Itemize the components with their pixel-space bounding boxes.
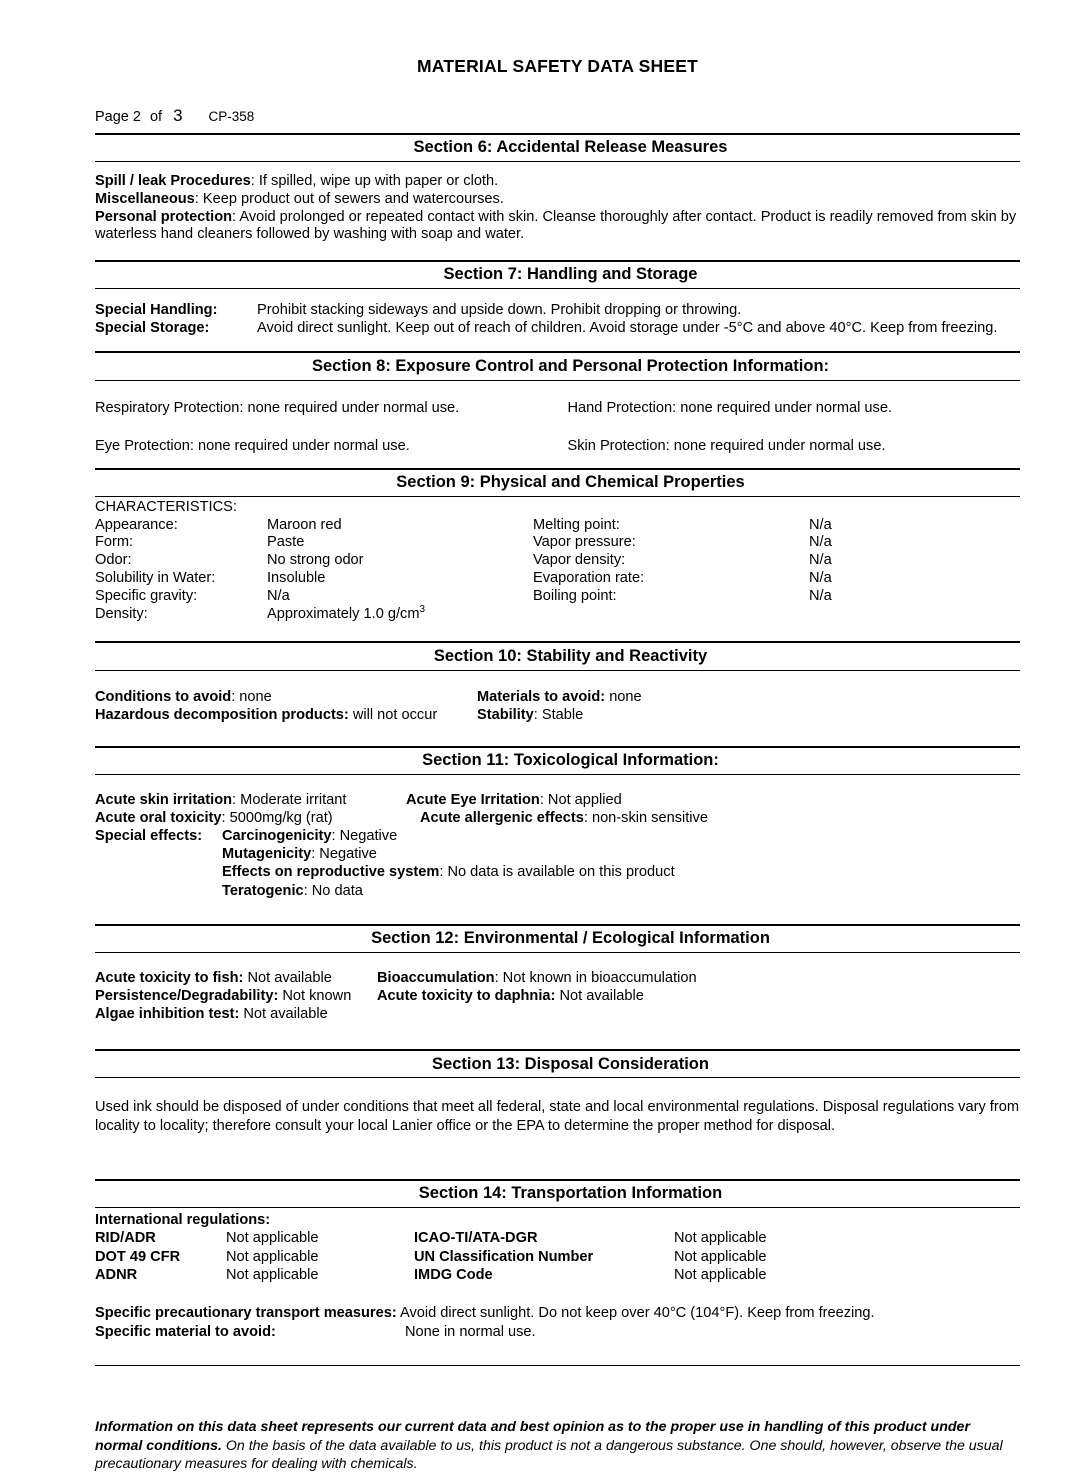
skin-eye-irritation-row [95, 791, 1020, 809]
form-label: Form: [95, 534, 134, 551]
reproductive-effects-row [95, 863, 1020, 881]
section-7-header [95, 260, 1020, 289]
protection-row-2 [95, 438, 1020, 454]
material-to-avoid-row [95, 1323, 1020, 1341]
teratogenic-row [95, 882, 1020, 900]
materials-to-avoid-value: none [605, 688, 642, 705]
table-row [95, 1248, 1020, 1266]
stability [477, 706, 1020, 724]
persistence-degradability [95, 987, 377, 1005]
respiratory-protection: Respiratory Protection: none required under normal use. [95, 399, 460, 416]
eye-protection: Eye Protection: none required under normal use. [95, 437, 410, 454]
imdg-code-label: IMDG Code [414, 1266, 493, 1283]
acute-toxicity-fish-label: Acute toxicity to fish: [95, 969, 244, 986]
special-effects-row [95, 827, 1020, 845]
table-row [95, 534, 1020, 552]
disclaimer-text [95, 1418, 1020, 1474]
carcinogenicity [222, 827, 1020, 845]
spill-leak-procedures-value: : If spilled, wipe up with paper or cloth. [250, 173, 499, 190]
reproductive-effects-value: : No data is available on this product [439, 864, 675, 881]
dot-49-cfr-value: Not applicable [226, 1248, 319, 1265]
rid-adr-label: RID/ADR [95, 1230, 156, 1247]
personal-protection-label: Personal protection [95, 208, 233, 225]
oral-allergenic-row [95, 809, 1020, 827]
persistence-degradability-label: Persistence/Degradability: [95, 988, 279, 1005]
specific-gravity-label: Specific gravity: [95, 587, 198, 604]
acute-eye-irritation-label: Acute Eye Irritation [406, 792, 540, 809]
hand-protection: Hand Protection: none required under normal use. [567, 399, 893, 416]
special-handling-label: Special Handling: [95, 302, 218, 319]
mutagenicity-row [95, 845, 1020, 863]
section-6-header [95, 133, 1020, 162]
acute-eye-irritation [406, 791, 1020, 809]
table-row [95, 603, 1020, 624]
section-8-header [95, 351, 1020, 380]
table-row [95, 1266, 1020, 1284]
mutagenicity-label: Mutagenicity [222, 846, 312, 863]
hazardous-stability-row [95, 706, 1020, 724]
specific-gravity-value: N/a [267, 587, 290, 604]
section-13-title: Section 13: Disposal Consideration [432, 1054, 709, 1073]
odor-value: No strong odor [267, 552, 364, 569]
section-14-body [95, 1211, 1020, 1341]
persistence-daphnia-row [95, 987, 1020, 1005]
evaporation-rate-label: Evaporation rate: [533, 570, 645, 586]
density-superscript: 3 [419, 603, 426, 615]
conditions-to-avoid [95, 688, 477, 706]
characteristics-label: CHARACTERISTICS: [95, 498, 237, 515]
evaporation-rate-value: N/a [809, 570, 832, 586]
adnr-value: Not applicable [226, 1266, 319, 1283]
acute-oral-toxicity [95, 809, 406, 827]
page-content [95, 0, 1020, 1474]
table-row [95, 552, 1020, 570]
vapor-pressure-label: Vapor pressure: [533, 534, 636, 551]
persistence-degradability-value: Not known [278, 988, 352, 1005]
page-number-label: Page 2 [95, 109, 141, 125]
section-13-header [95, 1049, 1020, 1078]
acute-toxicity-fish-value: Not available [243, 969, 332, 986]
special-storage-row [95, 319, 1020, 337]
miscellaneous-label: Miscellaneous [95, 190, 195, 207]
vapor-density-label: Vapor density: [533, 552, 626, 569]
form-value: Paste [267, 534, 305, 551]
solubility-value: Insoluble [267, 570, 326, 586]
special-storage-label: Special Storage: [95, 320, 210, 337]
section-9-header [95, 468, 1020, 497]
disclaimer-bold-part: Information on this data sheet represents our current data and best opinion as to the proper use in handling of this product under normal conditions. [95, 1418, 970, 1454]
document-title: MATERIAL SAFETY DATA SHEET [417, 56, 698, 76]
boiling-point-value: N/a [809, 587, 832, 604]
section-11-body [95, 791, 1020, 900]
bioaccumulation-label: Bioaccumulation [377, 969, 495, 986]
vapor-density-value: N/a [809, 552, 832, 569]
miscellaneous-line [95, 191, 1020, 209]
conditions-to-avoid-value: : none [231, 688, 272, 705]
conditions-materials-row [95, 688, 1020, 706]
acute-skin-irritation-value: : Moderate irritant [232, 792, 347, 809]
density-value: Approximately 1.0 g/cm [267, 605, 420, 622]
algae-inhibition-test-label: Algae inhibition test: [95, 1006, 240, 1023]
bioaccumulation [377, 969, 1020, 987]
section-12-title: Section 12: Environmental / Ecological Information [371, 929, 770, 948]
page-meta [95, 107, 1020, 126]
dot-49-cfr-label: DOT 49 CFR [95, 1248, 181, 1265]
material-to-avoid-value: None in normal use. [405, 1323, 536, 1340]
miscellaneous-value: : Keep product out of sewers and watercourses. [194, 190, 504, 207]
footer-divider [95, 1365, 1020, 1366]
odor-label: Odor: [95, 552, 132, 569]
melting-point-label: Melting point: [533, 516, 620, 533]
acute-toxicity-daphnia-label: Acute toxicity to daphnia: [377, 988, 556, 1005]
algae-inhibition-test-value: Not available [239, 1006, 328, 1023]
stability-label: Stability [477, 706, 534, 723]
precautionary-measures-label: Specific precautionary transport measures: [95, 1305, 397, 1322]
section-14-header [95, 1179, 1020, 1208]
section-7-body [95, 301, 1020, 337]
appearance-value: Maroon red [267, 516, 342, 533]
acute-skin-irritation [95, 791, 406, 809]
precautionary-measures-value: Avoid direct sunlight. Do not keep over 40°C (104°F). Keep from freezing. [396, 1305, 875, 1322]
disclaimer-rest-part: On the basis of the data available to us, this product is not a dangerous substance. One should, however, observe the usual precautionary measures for dealing with chemicals. [95, 1437, 1003, 1473]
materials-to-avoid-label: Materials to avoid: [477, 688, 606, 705]
acute-oral-toxicity-value: : 5000mg/kg (rat) [221, 810, 333, 827]
icao-ti-ata-dgr-value: Not applicable [674, 1230, 767, 1247]
carcinogenicity-value: : Negative [331, 828, 398, 845]
section-8-title: Section 8: Exposure Control and Personal Protection Information: [311, 356, 830, 375]
imdg-code-value: Not applicable [674, 1266, 767, 1283]
section-14-title: Section 14: Transportation Information [418, 1184, 723, 1203]
special-handling-value: Prohibit stacking sideways and upside down. Prohibit dropping or throwing. [257, 302, 742, 319]
carcinogenicity-label: Carcinogenicity [222, 828, 332, 845]
table-row [95, 1229, 1020, 1247]
table-row [95, 588, 1020, 606]
acute-toxicity-fish [95, 969, 377, 987]
vapor-pressure-value: N/a [809, 534, 832, 551]
characteristics-table [95, 517, 1020, 624]
conditions-to-avoid-label: Conditions to avoid [95, 688, 232, 705]
bioaccumulation-value: : Not known in bioaccumulation [494, 969, 697, 986]
document-code: CP-358 [208, 109, 255, 124]
acute-toxicity-daphnia [377, 987, 1020, 1005]
density-value-cell [267, 603, 687, 624]
section-11-header [95, 746, 1020, 775]
skin-protection: Skin Protection: none required under normal use. [567, 437, 886, 454]
icao-ti-ata-dgr-label: ICAO-TI/ATA-DGR [414, 1230, 538, 1247]
materials-to-avoid [477, 688, 1020, 706]
spill-leak-procedures-label: Spill / leak Procedures [95, 173, 251, 190]
un-classification-number-value: Not applicable [674, 1248, 767, 1265]
teratogenic-value: : No data [303, 882, 363, 899]
personal-protection-value: : Avoid prolonged or repeated contact with skin. Cleanse thoroughly after contact. Product is readily removed from skin by waterless hand cleaners followed by washing with soap and water. [95, 208, 1017, 243]
section-7-title: Section 7: Handling and Storage [443, 265, 698, 284]
hazardous-decomposition-value: will not occur [348, 706, 438, 723]
stability-value: : Stable [533, 706, 584, 723]
rid-adr-value: Not applicable [226, 1230, 319, 1247]
section-6-body [95, 173, 1020, 244]
section-12-header [95, 924, 1020, 953]
page-total-label: 3 [173, 106, 183, 125]
special-storage-value: Avoid direct sunlight. Keep out of reach of children. Avoid storage under -5°C and above 40°C. Keep from freezing. [257, 320, 998, 337]
teratogenic-label: Teratogenic [222, 882, 304, 899]
table-row [95, 517, 1020, 535]
boiling-point-label: Boiling point: [533, 587, 617, 604]
material-to-avoid-label: Specific material to avoid: [95, 1323, 276, 1340]
acute-toxicity-daphnia-value: Not available [555, 988, 644, 1005]
section-10-title: Section 10: Stability and Reactivity [433, 646, 708, 665]
section-6-title: Section 6: Accidental Release Measures [413, 138, 728, 157]
un-classification-number-label: UN Classification Number [414, 1248, 594, 1265]
fish-bioaccumulation-row [95, 969, 1020, 987]
section-11-title: Section 11: Toxicological Information: [422, 751, 719, 770]
acute-allergenic-effects-value: : non-skin sensitive [583, 810, 708, 827]
protection-row-1 [95, 400, 1020, 416]
table-row [95, 570, 1020, 588]
hazardous-decomposition [95, 706, 477, 724]
acute-allergenic-effects [406, 809, 1020, 827]
section-12-body [95, 969, 1020, 1023]
section-8-body [95, 400, 1020, 454]
density-label: Density: [95, 605, 148, 622]
hazardous-decomposition-label: Hazardous decomposition products: [95, 706, 349, 723]
precautionary-measures-row [95, 1304, 1020, 1322]
section-10-header [95, 641, 1020, 670]
section-9-body [95, 499, 1020, 624]
acute-skin-irritation-label: Acute skin irritation [95, 792, 233, 809]
personal-protection-line [95, 209, 1020, 244]
section-13-body: Used ink should be disposed of under conditions that meet all federal, state and local environmental regulations. Disposal regulations vary from locality to locality; therefore consult your local Lanier office or the EPA to determine the proper method for disposal. [95, 1099, 1019, 1134]
page-of-label: of [149, 109, 163, 125]
algae-inhibition-test [95, 1005, 377, 1023]
algae-row [95, 1005, 1020, 1023]
section-9-title: Section 9: Physical and Chemical Properties [396, 473, 745, 492]
section-10-body [95, 688, 1020, 724]
mutagenicity-value: : Negative [311, 846, 377, 863]
appearance-label: Appearance: [95, 516, 178, 533]
special-effects-label: Special effects: [95, 828, 203, 845]
international-regulations-label: International regulations: [95, 1211, 271, 1228]
solubility-label: Solubility in Water: [95, 570, 216, 586]
adnr-label: ADNR [95, 1266, 138, 1283]
special-handling-row [95, 301, 1020, 319]
acute-oral-toxicity-label: Acute oral toxicity [95, 810, 222, 827]
acute-eye-irritation-value: : Not applied [539, 792, 622, 809]
melting-point-value: N/a [809, 516, 832, 533]
algae-row-spacer [377, 1005, 1020, 1023]
reproductive-effects-label: Effects on reproductive system [222, 864, 440, 881]
acute-allergenic-effects-label: Acute allergenic effects [420, 810, 584, 827]
spill-leak-procedures-line [95, 173, 1020, 191]
